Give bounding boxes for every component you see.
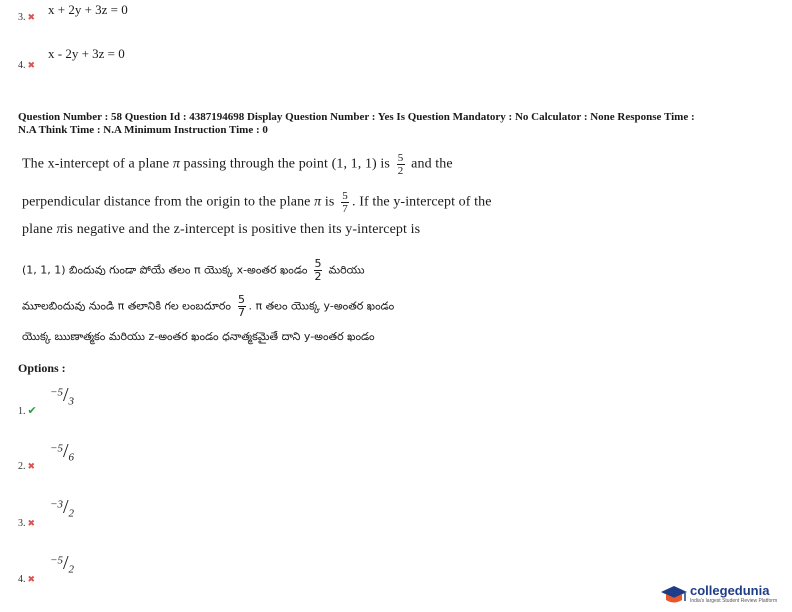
fraction-five-halves-telugu: $\frac{5}{2}$ xyxy=(314,257,322,283)
option-2-value: $^{-5}/_6$ xyxy=(50,440,74,464)
question-telugu-line2: మూలబిందువు నుండి π తలానికి గల లంబదూరం $\frac{5}{7}$ . π తలం యొక్క y-అంతర ఖండం xyxy=(22,293,395,319)
option-4-value: $^{-5}/_2$ xyxy=(50,552,74,576)
question-telugu-line1: (1, 1, 1) బిందువు గుండా పోయే తలం π యొక్క x-అంతర ఖండం $\frac{5}{2}$ మరియు xyxy=(22,257,365,283)
question-header xyxy=(18,111,778,137)
prev-option-3-equation: x + 2y + 3z = 0 xyxy=(48,2,128,17)
question-header-line2: N.A Think Time : N.A Minimum Instruction Time : 0 xyxy=(18,124,268,136)
options-label: Options : xyxy=(18,361,66,375)
check-icon: ✔ xyxy=(27,405,37,417)
cross-icon: ✖ xyxy=(27,60,36,70)
cross-icon: ✖ xyxy=(27,461,36,471)
prev-option-3-number: 3. ✖ xyxy=(18,12,36,23)
brand-name: collegedunia xyxy=(690,583,770,598)
question-english-line2: perpendicular distance from the origin to the plane π is $\frac{5}{7}$ . If the y-intercept of the xyxy=(22,190,492,215)
question-english-line1: The x-intercept of a plane π passing through the point (1, 1, 1) is $\frac{5}{2}$ and the xyxy=(22,152,453,177)
question-english-line3: plane πis negative and the z-intercept is positive then its y-intercept is xyxy=(22,222,421,237)
cross-icon: ✖ xyxy=(27,518,36,528)
option-1-value: $^{-5}/_3$ xyxy=(50,384,74,408)
prev-option-4-equation: x - 2y + 3z = 0 xyxy=(48,46,125,61)
option-1-number[interactable]: 1. ✔ xyxy=(18,405,37,417)
prev-option-4-number: 4. ✖ xyxy=(18,60,36,71)
cross-icon: ✖ xyxy=(27,12,36,22)
option-2-number[interactable]: 2. ✖ xyxy=(18,461,36,472)
option-4-number[interactable]: 4. ✖ xyxy=(18,574,36,585)
fraction-five-sevenths-telugu: $\frac{5}{7}$ xyxy=(238,293,245,319)
brand-tagline: India's largest Student Review Platform xyxy=(690,598,778,604)
fraction-five-sevenths: $\frac{5}{7}$ xyxy=(342,190,348,215)
fraction-five-halves: $\frac{5}{2}$ xyxy=(397,152,404,177)
option-3-number[interactable]: 3. ✖ xyxy=(18,518,36,529)
question-header-line1: Question Number : 58 Question Id : 4387194698 Display Question Number : Yes Is Question Mandatory : No Calculator : None Response Time : xyxy=(18,111,695,123)
graduation-cap-icon xyxy=(660,584,688,606)
cross-icon: ✖ xyxy=(27,574,36,584)
option-3-value: $^{-3}/_2$ xyxy=(50,496,74,520)
collegedunia-logo[interactable] xyxy=(660,582,788,608)
question-telugu-line3: యొక్క ఋణాత్మకం మరియు z-అంతర ఖండం ధనాత్మకమైతే దాని y-అంతర ఖండం xyxy=(22,330,375,343)
